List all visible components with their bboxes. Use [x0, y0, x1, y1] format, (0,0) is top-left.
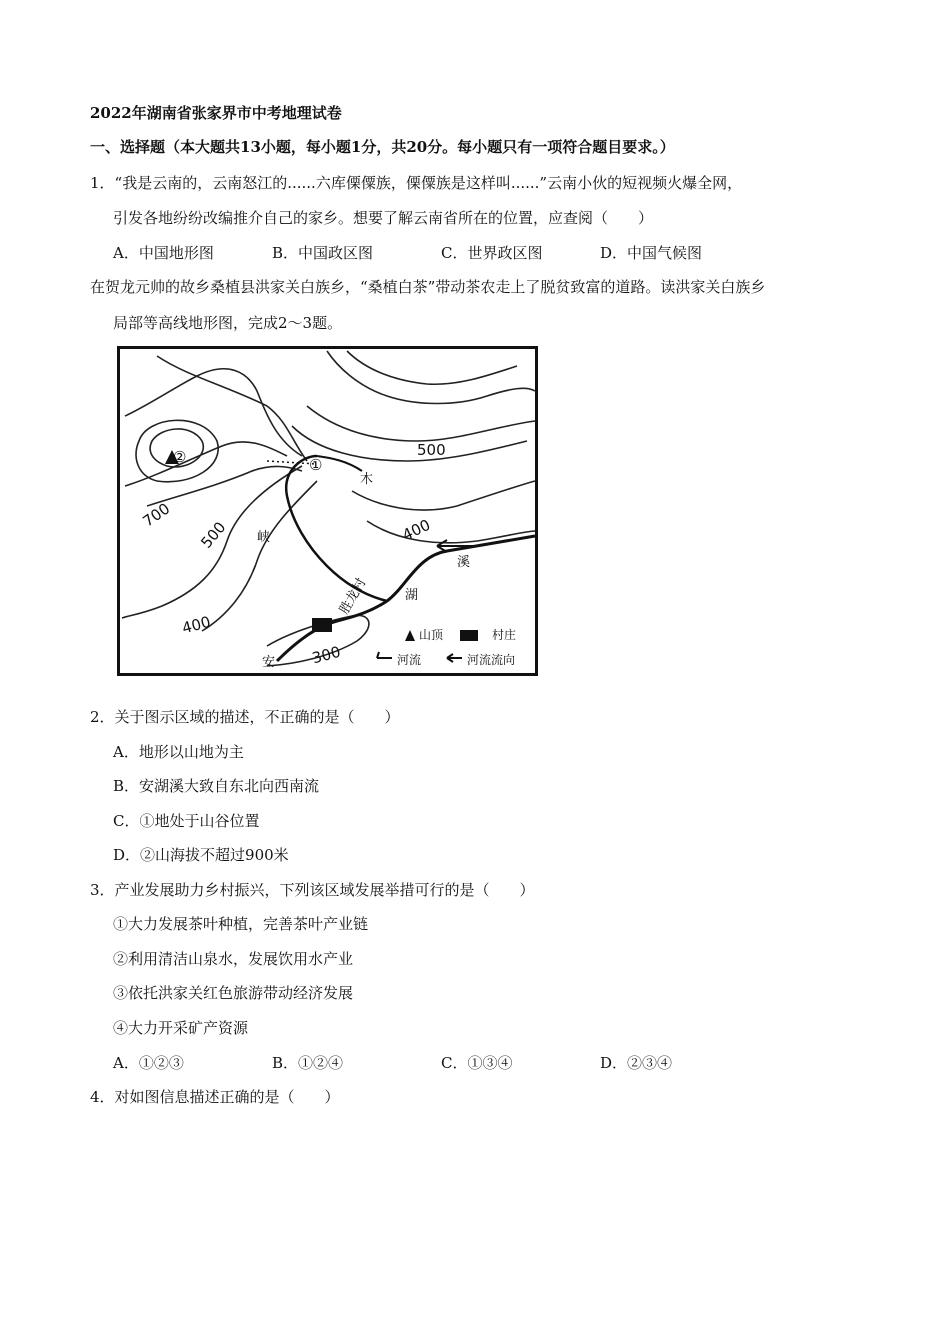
page-title: 2022年湖南省张家界市中考地理试卷 — [90, 104, 342, 122]
q1-option-d: D．中国气候图 — [600, 244, 703, 262]
river-char-xia: 峡 — [257, 530, 271, 545]
q3-item-2: ②利用清洁山泉水，发展饮用水产业 — [113, 950, 354, 968]
q2-option-a: A．地形以山地为主 — [113, 743, 244, 761]
q2-stem: 2．关于图示区域的描述，不正确的是（ ） — [90, 708, 400, 726]
q3-option-d: D．②③④ — [600, 1054, 673, 1072]
legend-village-icon — [460, 630, 478, 641]
q3-item-3: ③依托洪家关红色旅游带动经济发展 — [113, 984, 354, 1002]
river-char-mu: 木 — [360, 472, 374, 487]
material-line2: 局部等高线地形图，完成2～3题。 — [113, 314, 343, 332]
q1-option-c: C．世界政区图 — [441, 244, 543, 262]
material-line1: 在贺龙元帅的故乡桑植县洪家关白族乡，“桑植白茶”带动茶农走上了脱贫致富的道路。读洪家关白族乡 — [90, 278, 766, 296]
contour-label-400-left: 400 — [180, 612, 213, 638]
contour-label-500-left: 500 — [197, 518, 230, 552]
contour-label-400-right: 400 — [399, 515, 434, 545]
q1-stem-line1: 1．“我是云南的，云南怒江的......六库傈僳族，傈僳族是这样叫......”云南小伙的短视频火爆全网， — [90, 174, 743, 192]
legend-flow-label: 河流流向 — [467, 653, 516, 667]
q3-item-1: ①大力发展茶叶种植，完善茶叶产业链 — [113, 915, 369, 933]
section-heading: 一、选择题（本大题共13小题，每小题1分，共20分。每小题只有一项符合题目要求。） — [90, 138, 675, 156]
village-name: 胜龙村 — [336, 575, 370, 618]
river-char-an: 安 — [262, 655, 276, 670]
contour-label-700: 700 — [139, 499, 174, 531]
q3-stem: 3．产业发展助力乡村振兴，下列该区域发展举措可行的是（ ） — [90, 881, 535, 899]
q3-option-a: A．①②③ — [113, 1054, 184, 1072]
contour-map — [117, 346, 538, 676]
q3-option-b: B．①②④ — [272, 1054, 344, 1072]
peak-label: ② — [173, 448, 187, 466]
q1-stem-line2: 引发各地纷纷改编推介自己的家乡。想要了解云南省所在的位置，应查阅（ ） — [113, 209, 654, 227]
q4-stem: 4．对如图信息描述正确的是（ ） — [90, 1088, 340, 1106]
q2-option-c: C．①地处于山谷位置 — [113, 812, 260, 830]
legend-river-label: 河流 — [397, 653, 422, 667]
village-icon — [312, 618, 332, 632]
q2-option-b: B．安湖溪大致自东北向西南流 — [113, 777, 320, 795]
river-char-xi: 溪 — [457, 555, 471, 570]
contour-label-500-right: 500 — [417, 441, 446, 459]
q2-option-d: D．②山海拔不超过900米 — [113, 846, 289, 864]
q3-item-4: ④大力开采矿产资源 — [113, 1019, 249, 1037]
legend-peak-label: 山顶 — [419, 628, 444, 642]
river-char-hu: 湖 — [405, 588, 419, 603]
point-label: ① — [309, 456, 323, 474]
contour-label-300: 300 — [310, 642, 343, 668]
q3-option-c: C．①③④ — [441, 1054, 513, 1072]
q1-option-b: B．中国政区图 — [272, 244, 374, 262]
legend-village-label: 村庄 — [492, 628, 517, 642]
q1-option-a: A．中国地形图 — [113, 244, 214, 262]
